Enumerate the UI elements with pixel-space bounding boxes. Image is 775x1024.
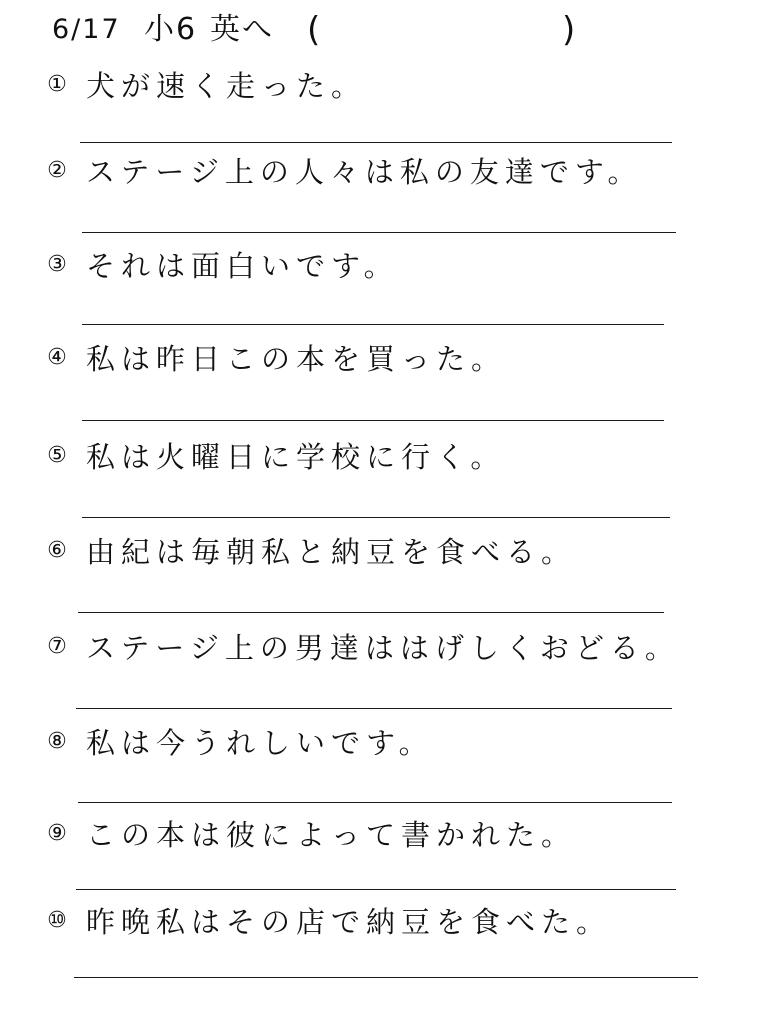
answer-line-10 xyxy=(74,977,698,978)
name-field-close-paren: ) xyxy=(562,10,578,50)
question-number: ④ xyxy=(47,345,67,370)
question-sentence: 昨晩私はその店で納豆を食べた。 xyxy=(86,905,612,939)
question-sentence: 私は今うれしいです。 xyxy=(86,726,434,760)
question-sentence: 由紀は毎朝私と納豆を食べる。 xyxy=(86,535,577,569)
subject-label: 英へ xyxy=(210,12,274,47)
question-number: ⑤ xyxy=(47,443,67,468)
name-field-open-paren: ( xyxy=(307,10,323,50)
question-number: ① xyxy=(47,72,67,97)
answer-line-4 xyxy=(82,420,664,421)
answer-line-7 xyxy=(76,708,672,709)
grade-label: 小6 xyxy=(144,12,198,47)
answer-line-9 xyxy=(76,889,676,890)
answer-line-2 xyxy=(82,232,676,233)
worksheet-header xyxy=(52,6,612,54)
question-sentence: ステージ上の人々は私の友達です。 xyxy=(86,155,643,189)
answer-line-3 xyxy=(82,324,664,325)
question-number: ⑩ xyxy=(47,908,67,933)
question-sentence: 犬が速く走った。 xyxy=(86,69,367,103)
question-sentence: ステージ上の男達ははげしくおどる。 xyxy=(86,631,680,665)
question-number: ⑦ xyxy=(47,634,67,659)
question-number: ⑨ xyxy=(47,821,67,846)
answer-line-8 xyxy=(78,802,672,803)
answer-line-1 xyxy=(80,142,672,143)
date-label: 6/17 xyxy=(52,14,121,45)
answer-line-5 xyxy=(82,517,670,518)
question-sentence: この本は彼によって書かれた。 xyxy=(86,818,577,852)
question-number: ⑥ xyxy=(47,538,67,563)
question-number: ⑧ xyxy=(47,729,67,754)
question-number: ③ xyxy=(47,252,67,277)
question-sentence: それは面白いです。 xyxy=(86,249,399,283)
question-sentence: 私は昨日この本を買った。 xyxy=(86,342,507,376)
question-number: ② xyxy=(47,158,67,183)
answer-line-6 xyxy=(78,612,664,613)
question-sentence: 私は火曜日に学校に行く。 xyxy=(86,440,506,474)
